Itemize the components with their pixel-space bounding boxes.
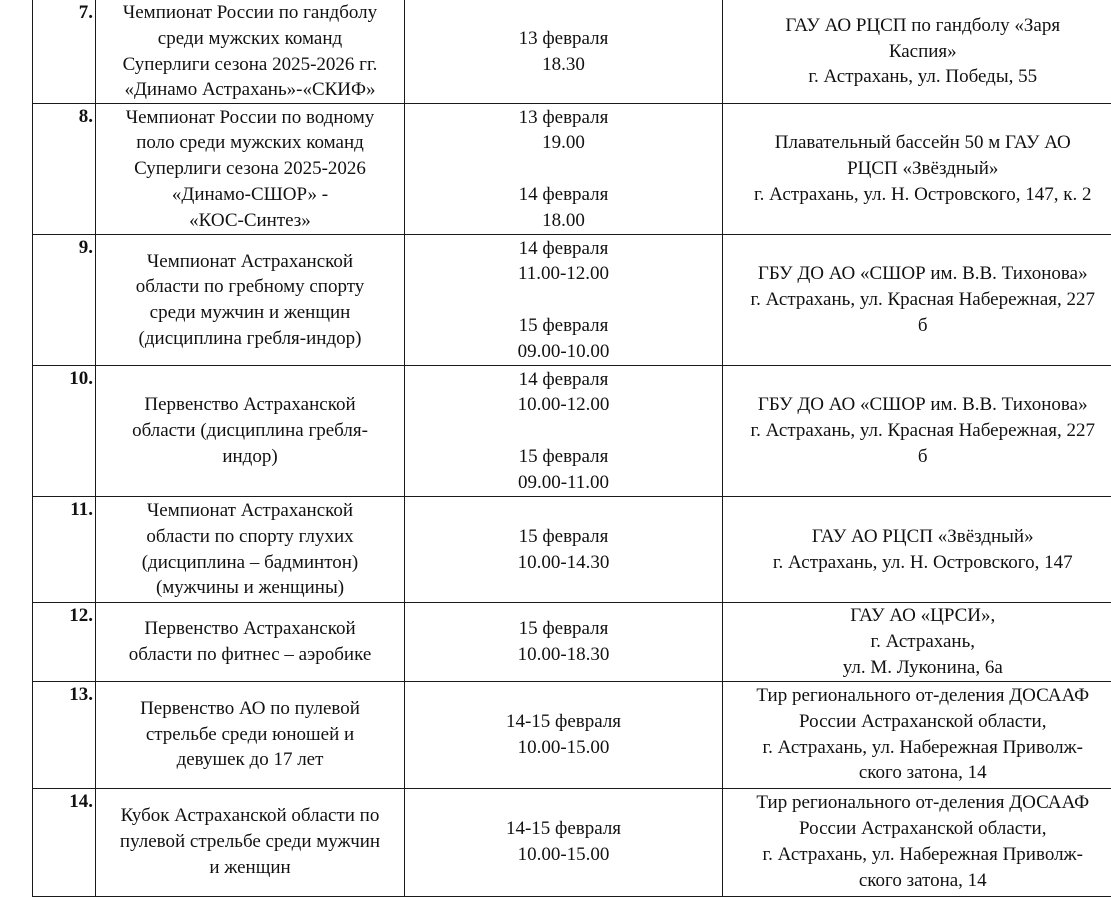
venue-line: г. Астрахань, ул. Н. Островского, 147 [723,550,1111,576]
date-group-spacer [405,156,722,182]
venue-cell [723,497,1111,603]
date-line: 15 февраля [405,616,722,642]
date-time-cell [405,366,723,497]
venue-line: Тир регионального от-деления ДОСААФ [723,790,1111,816]
event-name-line: Кубок Астраханской области по [96,803,404,829]
time-line: 10.00-15.00 [405,842,722,868]
row-number: 10. [33,366,96,497]
date-time-cell [405,0,723,104]
date-line: 14 февраля [405,367,722,393]
venue-line: г. Астрахань, [723,629,1111,655]
date-line: 15 февраля [405,444,722,470]
table-row [33,603,1111,681]
date-time-cell [405,788,723,896]
table-row [33,788,1111,896]
venue-line: ГБУ ДО АО «СШОР им. В.В. Тихонова» [723,392,1111,418]
event-name-line: девушек до 17 лет [96,747,404,773]
venue-line: Плавательный бассейн 50 м ГАУ АО [723,130,1111,156]
date-group-spacer [405,418,722,444]
event-name-line: Суперлиги сезона 2025-2026 гг. [96,52,404,78]
venue-line: Тир регионального от-деления ДОСААФ [723,683,1111,709]
event-name-line: Суперлиги сезона 2025-2026 [96,156,404,182]
venue-line: г. Астрахань, ул. Н. Островского, 147, к. 2 [723,182,1111,208]
row-number: 7. [33,0,96,104]
event-name-cell [96,681,405,788]
event-name-line: «КОС-Синтез» [96,208,404,234]
date-group-spacer [405,287,722,313]
date-line: 13 февраля [405,26,722,52]
venue-line: России Астраханской области, [723,709,1111,735]
time-line: 09.00-10.00 [405,339,722,365]
date-line: 14-15 февраля [405,709,722,735]
venue-line: г. Астрахань, ул. Набережная Приволж- [723,735,1111,761]
event-name-line: (дисциплина – бадминтон) [96,550,404,576]
date-time-cell [405,104,723,235]
row-number: 11. [33,497,96,603]
event-name-cell [96,603,405,681]
table-row [33,235,1111,366]
event-name-line: Чемпионат России по гандболу [96,0,404,26]
event-name-cell [96,366,405,497]
date-time-cell [405,497,723,603]
time-line: 18.30 [405,52,722,78]
event-name-cell [96,0,405,104]
time-line: 10.00-18.30 [405,642,722,668]
venue-cell [723,235,1111,366]
venue-line: ГАУ АО РЦСП «Звёздный» [723,524,1111,550]
event-name-line: Чемпионат России по водному [96,105,404,131]
time-line: 18.00 [405,208,722,234]
event-name-line: стрельбе среди юношей и [96,722,404,748]
venue-line: б [723,313,1111,339]
event-name-line: области по гребному спорту [96,274,404,300]
event-name-line: среди мужчин и женщин [96,300,404,326]
event-name-line: области (дисциплина гребля- [96,418,404,444]
venue-line: г. Астрахань, ул. Победы, 55 [723,64,1111,90]
time-line: 09.00-11.00 [405,470,722,496]
event-name-line: области по фитнес – аэробике [96,642,404,668]
date-time-cell [405,235,723,366]
venue-line: ГБУ ДО АО «СШОР им. В.В. Тихонова» [723,261,1111,287]
venue-line: ГАУ АО РЦСП по гандболу «Заря [723,13,1111,39]
event-name-line: индор) [96,444,404,470]
event-name-line: «Динамо Астрахань»-«СКИФ» [96,77,404,103]
row-number: 9. [33,235,96,366]
row-number: 12. [33,603,96,681]
venue-line: ул. М. Луконина, 6а [723,655,1111,681]
event-name-line: поло среди мужских команд [96,130,404,156]
date-line: 14 февраля [405,182,722,208]
venue-cell [723,603,1111,681]
venue-cell [723,788,1111,896]
time-line: 11.00-12.00 [405,261,722,287]
event-name-line: Первенство АО по пулевой [96,696,404,722]
venue-line: России Астраханской области, [723,816,1111,842]
date-time-cell [405,603,723,681]
event-name-line: Первенство Астраханской [96,616,404,642]
venue-cell [723,0,1111,104]
venue-line: ского затона, 14 [723,868,1111,894]
event-name-line: и женщин [96,855,404,881]
time-line: 10.00-14.30 [405,550,722,576]
date-line: 15 февраля [405,524,722,550]
date-time-cell [405,681,723,788]
venue-line: б [723,444,1111,470]
events-table-body [33,0,1111,896]
event-name-cell [96,497,405,603]
venue-cell [723,104,1111,235]
event-name-line: Первенство Астраханской [96,392,404,418]
event-name-line: пулевой стрельбе среди мужчин [96,829,404,855]
event-name-cell [96,788,405,896]
row-number: 14. [33,788,96,896]
venue-line: г. Астрахань, ул. Красная Набережная, 227 [723,418,1111,444]
venue-line: г. Астрахань, ул. Красная Набережная, 227 [723,287,1111,313]
table-row [33,497,1111,603]
event-name-cell [96,104,405,235]
event-name-line: среди мужских команд [96,26,404,52]
table-row [33,104,1111,235]
venue-cell [723,366,1111,497]
event-name-cell [96,235,405,366]
row-number: 8. [33,104,96,235]
table-row [33,681,1111,788]
event-name-line: Чемпионат Астраханской [96,249,404,275]
venue-line: г. Астрахань, ул. Набережная Приволж- [723,842,1111,868]
table-row [33,0,1111,104]
time-line: 10.00-12.00 [405,392,722,418]
venue-cell [723,681,1111,788]
table-row [33,366,1111,497]
events-table [32,0,1111,897]
venue-line: Каспия» [723,39,1111,65]
date-line: 15 февраля [405,313,722,339]
time-line: 19.00 [405,130,722,156]
venue-line: ского затона, 14 [723,760,1111,786]
venue-line: РЦСП «Звёздный» [723,156,1111,182]
date-line: 13 февраля [405,105,722,131]
time-line: 10.00-15.00 [405,735,722,761]
event-name-line: области по спорту глухих [96,524,404,550]
event-name-line: (мужчины и женщины) [96,575,404,601]
event-name-line: «Динамо-СШОР» - [96,182,404,208]
venue-line: ГАУ АО «ЦРСИ», [723,603,1111,629]
event-name-line: (дисциплина гребля-индор) [96,326,404,352]
date-line: 14 февраля [405,236,722,262]
event-name-line: Чемпионат Астраханской [96,498,404,524]
date-line: 14-15 февраля [405,816,722,842]
row-number: 13. [33,681,96,788]
